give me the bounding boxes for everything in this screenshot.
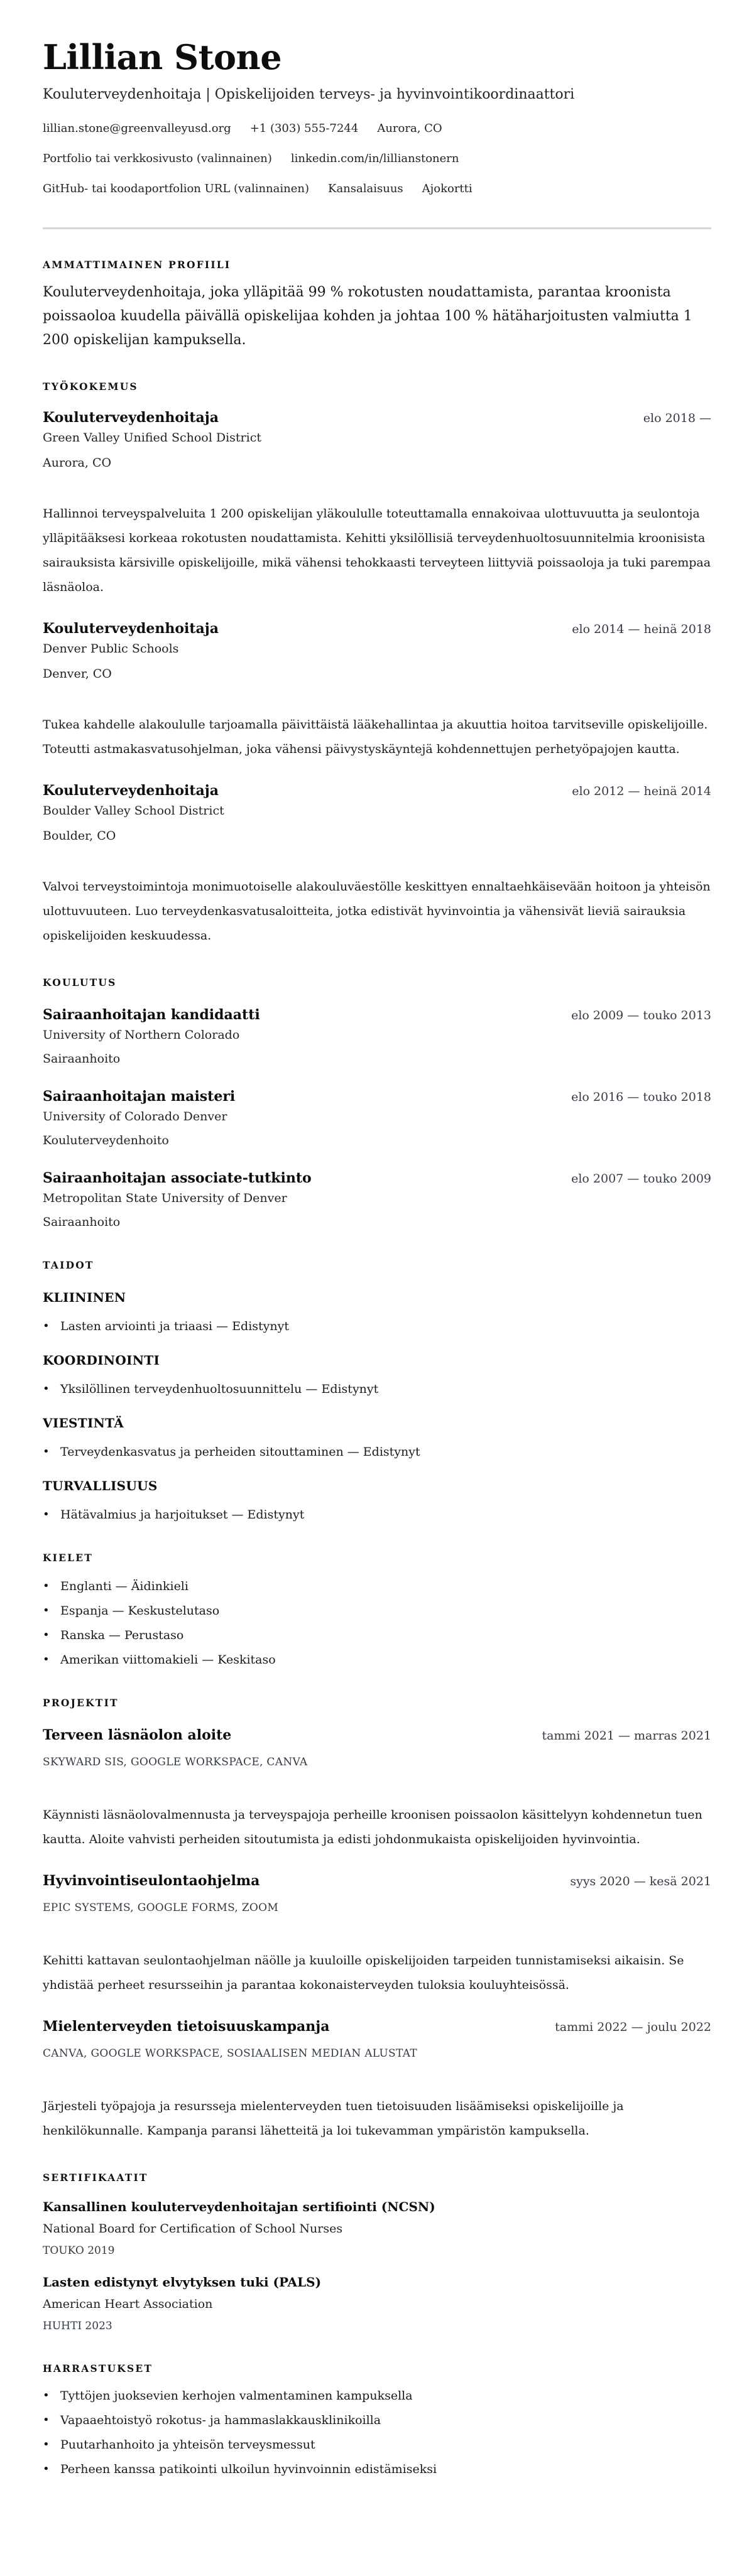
school-name: University of Colorado Denver [43,1110,227,1123]
project-entry [43,2016,711,2143]
skill-list [43,1506,711,1523]
hobby-item: • Vapaaehtoistyö rokotus- ja hammaslakkausklinikoilla [43,2411,711,2429]
certification-issuer: National Board for Certification of School Nurses [43,2222,343,2236]
certification-date: HUHTI 2023 [43,2320,112,2332]
hobby-item: • Tyttöjen juoksevien kerhojen valmentaminen kampuksella [43,2387,711,2405]
section-certifications [43,2171,711,2334]
school-name: Metropolitan State University of Denver [43,1191,287,1205]
profile-summary: Kouluterveydenhoitaja, joka ylläpitää 99 % rokotusten noudattamista, parantaa kroonista poissaoloa kuudella päivällä opiskelijaa kohden ja johtaa 100 % hätäharjoitusten valmiutta 1 200 opiskelijan kampuksella. [43,284,692,348]
certification-name: Lasten edistynyt elvytyksen tuki (PALS) [43,2275,322,2290]
section-title-skills: TAIDOT [43,1259,94,1271]
job-description: Tukea kahdelle alakoululle tarjoamalla päivittäistä lääkehallintaa ja akuuttia hoitoa tarvitseville opiskelijoille. Toteutti astmakasvatusohjelman, joka vähensi päivystyskäyntejä kohdennettujen perhetyöpajojen kautta. [43,718,708,756]
study-field: Sairaanhoito [43,1052,121,1066]
skill-list [43,1380,711,1398]
contact-location: Aurora, CO [377,122,442,135]
project-description: Järjesteli työpajoja ja resursseja mielenterveyden tuen tietoisuuden lisäämiseksi opiskelijoille ja henkilökunnalle. Kampanja paransi lähetteitä ja loi tukevamman ympäristön kampuksella. [43,2099,624,2138]
project-description: Käynnisti läsnäolovalmennusta ja terveyspajoja perheille kroonisen poissaolon käsittelyyn kohdennetun tuen kautta. Aloite vahvisti perheiden sitoutumista ja edisti johdonmukaista opiskelijoiden hyvinvointia. [43,1808,702,1846]
skill-list [43,1443,711,1461]
skill-category-title: KLIININEN [43,1290,126,1305]
education-entry [43,1168,711,1231]
certification-entry [43,2273,711,2334]
section-title-certifications: SERTIFIKAATIT [43,2172,148,2184]
job-dates: elo 2012 — heinä 2014 [572,784,711,798]
degree-dates: elo 2016 — touko 2018 [571,1090,711,1104]
project-description: Kehitti kattavan seulontaohjelman näölle ja kuuloille opiskelijoiden tarpeiden tunnistamiseksi aikaisin. Se yhdistää perheet resursseihin ja parantaa kokonaisterveyden tuloksia kouluyhteisössä. [43,1954,684,1992]
section-skills [43,1258,711,1523]
study-field: Kouluterveydenhoito [43,1134,169,1147]
language-list [43,1578,711,1669]
section-title-profile: AMMATTIMAINEN PROFIILI [43,259,231,271]
candidate-name: Lillian Stone [43,37,282,77]
certification-name: Kansallinen kouluterveydenhoitajan sertifiointi (NCSN) [43,2199,435,2214]
degree-title: Sairaanhoitajan associate-tutkinto [43,1170,312,1186]
section-projects [43,1696,711,2143]
resume-header [43,36,711,197]
project-name: Terveen läsnäolon aloite [43,1727,232,1743]
project-name: Mielenterveyden tietoisuuskampanja [43,2018,330,2035]
section-work-experience [43,380,711,948]
hobby-item: • Perheen kanssa patikointi ulkoilun hyvinvoinnin edistämiseksi [43,2460,711,2478]
language-item: • Espanja — Keskustelutaso [43,1602,711,1620]
work-entry [43,619,711,762]
school-name: University of Northern Colorado [43,1028,240,1042]
contact-github-link[interactable]: GitHub- tai koodaportfolion URL (valinnainen) [43,182,309,195]
contact-email[interactable]: lillian.stone@greenvalleyusd.org [43,122,231,135]
job-location: Boulder, CO [43,829,116,843]
skill-item: • Terveydenkasvatus ja perheiden sitouttaminen — Edistynyt [43,1443,711,1461]
degree-dates: elo 2007 — touko 2009 [571,1172,711,1186]
section-languages [43,1551,711,1669]
section-hobbies [43,2362,711,2478]
section-title-education: KOULUTUS [43,977,117,988]
job-employer: Green Valley Unified School District [43,431,261,445]
job-employer: Boulder Valley School District [43,804,224,818]
project-dates: syys 2020 — kesä 2021 [570,1875,711,1888]
contact-row-extra [43,181,711,197]
language-item: • Englanti — Äidinkieli [43,1578,711,1595]
degree-title: Sairaanhoitajan maisteri [43,1088,236,1105]
skill-list [43,1318,711,1335]
degree-title: Sairaanhoitajan kandidaatti [43,1007,260,1023]
study-field: Sairaanhoito [43,1215,121,1229]
job-location: Denver, CO [43,667,112,681]
contact-row-links [43,151,711,167]
contact-drivers-license: Ajokortti [422,182,473,195]
section-title-projects: PROJEKTIT [43,1697,119,1709]
section-education [43,976,711,1231]
job-title: Kouluterveydenhoitaja [43,620,219,637]
contact-row-primary [43,121,711,137]
language-item: • Amerikan viittomakieli — Keskitaso [43,1651,711,1669]
work-entry [43,781,711,948]
project-dates: tammi 2021 — marras 2021 [542,1729,711,1743]
skill-category-title: TURVALLISUUS [43,1478,158,1493]
project-tech-stack: SKYWARD SIS, GOOGLE WORKSPACE, CANVA [43,1756,308,1768]
project-tech-stack: CANVA, GOOGLE WORKSPACE, SOSIAALISEN MEDIAN ALUSTAT [43,2047,417,2060]
certification-issuer: American Heart Association [43,2297,213,2311]
skill-category-title: VIESTINTÄ [43,1415,124,1431]
education-entry [43,1086,711,1149]
education-entry [43,1005,711,1068]
project-dates: tammi 2022 — joulu 2022 [555,2020,711,2034]
section-title-hobbies: HARRASTUKSET [43,2362,153,2374]
language-item: • Ranska — Perustaso [43,1626,711,1644]
work-entry [43,408,711,600]
job-description: Valvoi terveystoimintoja monimuotoiselle alakouluväestölle keskittyen ennaltaehkäisevään hoitoon ja yhteisön ulottuvuuteen. Luo terveydenkasvatusaloitteita, jotka edistivät hyvinvointia ja vähensivät lieviä sairauksia opiskelijoiden keskuudessa. [43,880,711,943]
job-title: Kouluterveydenhoitaja [43,782,219,799]
certification-date: TOUKO 2019 [43,2244,115,2257]
section-profile [43,258,711,352]
project-entry [43,1871,711,1998]
section-title-languages: KIELET [43,1552,93,1564]
skill-item: • Hätävalmius ja harjoitukset — Edistynyt [43,1506,711,1523]
header-divider [43,227,711,229]
contact-phone[interactable]: +1 (303) 555-7244 [249,122,359,135]
skill-category-title: KOORDINOINTI [43,1353,160,1368]
project-name: Hyvinvointiseulontaohjelma [43,1873,260,1889]
degree-dates: elo 2009 — touko 2013 [571,1009,711,1022]
project-tech-stack: EPIC SYSTEMS, GOOGLE FORMS, ZOOM [43,1902,279,1914]
job-employer: Denver Public Schools [43,642,179,656]
contact-linkedin-link[interactable]: linkedin.com/in/lillianstonern [290,152,459,165]
hobby-list [43,2387,711,2478]
section-title-work: TYÖKOKEMUS [43,381,138,392]
skill-item: • Lasten arviointi ja triaasi — Edistynyt [43,1318,711,1335]
project-entry [43,1725,711,1852]
candidate-headline: Kouluterveydenhoitaja | Opiskelijoiden terveys- ja hyvinvointikoordinaattori [43,87,575,102]
job-location: Aurora, CO [43,456,112,470]
hobby-item: • Puutarhanhoito ja yhteisön terveysmessut [43,2436,711,2454]
contact-portfolio-link[interactable]: Portfolio tai verkkosivusto (valinnainen) [43,152,272,165]
job-description: Hallinnoi terveyspalveluita 1 200 opiskelijan yläkoululle toteuttamalla ennakoivaa ulottuvuutta ja seulontoja ylläpitääksesi korkeaa rokotusten noudattamista. Kehitti yksilöllisiä terveydenhuoltosuunnitelmia kroonisista sairauksista kärsiville opiskelijoille, mikä vähensi tehokkaasti terveyteen liittyviä poissaoloja ja tuki parempaa läsnäoloa. [43,507,711,594]
job-dates: elo 2014 — heinä 2018 [572,622,711,636]
job-title: Kouluterveydenhoitaja [43,409,219,426]
certification-entry [43,2197,711,2259]
contact-citizenship: Kansalaisuus [328,182,403,195]
job-dates: elo 2018 — [643,411,711,425]
skill-item: • Yksilöllinen terveydenhuoltosuunnittelu — Edistynyt [43,1380,711,1398]
